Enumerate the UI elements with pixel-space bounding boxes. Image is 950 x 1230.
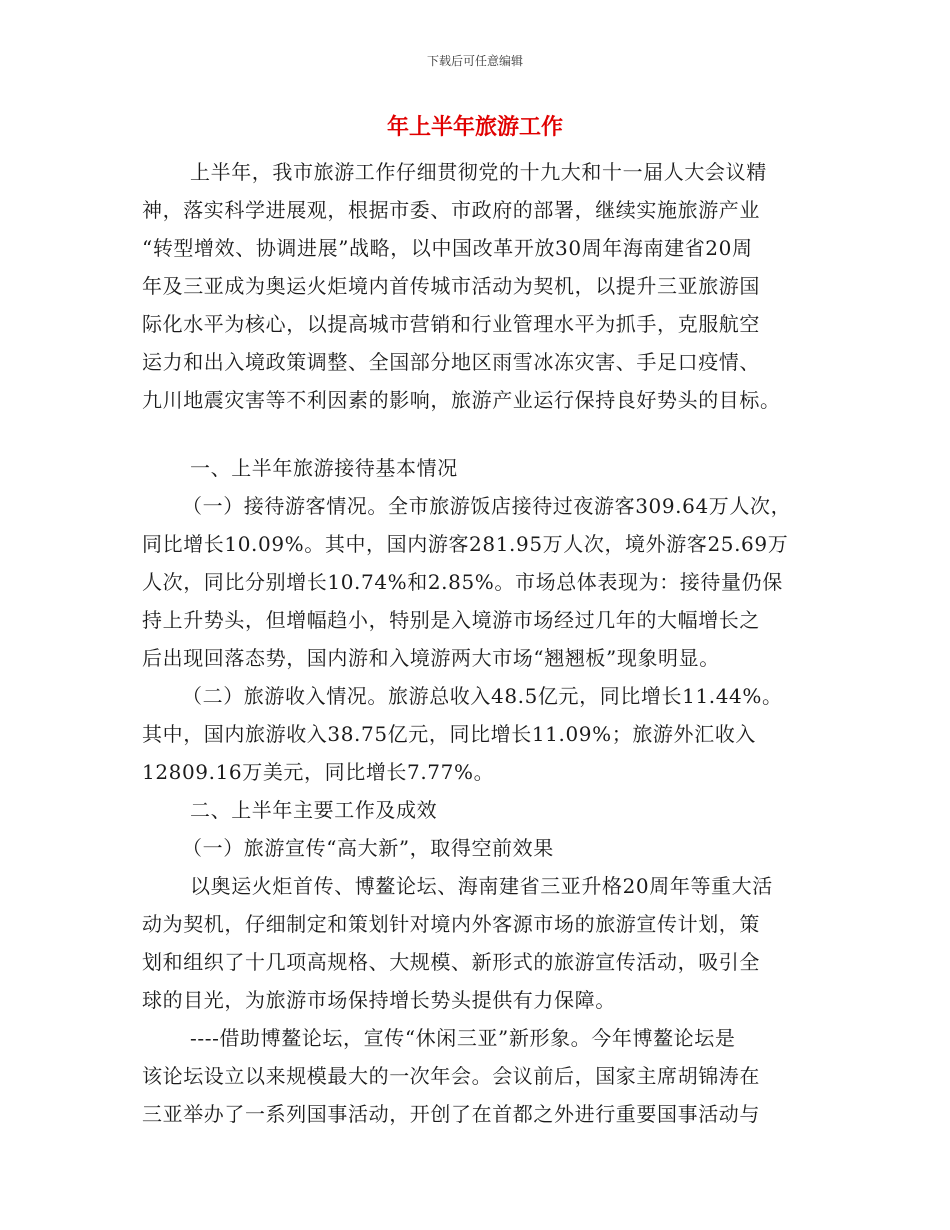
- body-line: 12809.16万美元，同比增长7.77%。: [142, 760, 495, 784]
- body-line: 同比增长10.09%。其中，国内游客281.95万人次，境外游客25.69万: [142, 532, 789, 556]
- section-heading: 二、上半年主要工作及成效: [190, 798, 438, 822]
- section-heading: 一、上半年旅游接待基本情况: [190, 456, 458, 480]
- body-line: 球的目光，为旅游市场保持增长势头提供有力保障。: [142, 988, 616, 1012]
- body-line: 该论坛设立以来规模最大的一次年会。会议前后，国家主席胡锦涛在: [142, 1064, 760, 1088]
- body-line: （二）旅游收入情况。旅游总收入48.5亿元，同比增长11.44%。: [182, 684, 783, 708]
- body-line: 划和组织了十几项高规格、大规模、新形式的旅游宣传活动，吸引全: [142, 950, 760, 974]
- body-line: 际化水平为核心，以提高城市营销和行业管理水平为抓手，克服航空: [142, 312, 760, 336]
- body-line: 神，落实科学进展观，根据市委、市政府的部署，继续实施旅游产业: [142, 198, 760, 222]
- body-line: 年及三亚成为奥运火炬境内首传城市活动为契机，以提升三亚旅游国: [142, 274, 760, 298]
- body-line: 运力和出入境政策调整、全国部分地区雨雪冰冻灾害、手足口疫情、: [142, 350, 760, 374]
- body-line: 其中，国内旅游收入38.75亿元，同比增长11.09%；旅游外汇收入: [142, 722, 756, 746]
- body-line: 上半年，我市旅游工作仔细贯彻党的十九大和十一届人大会议精: [190, 160, 767, 184]
- body-line: 三亚举办了一系列国事活动，开创了在首都之外进行重要国事活动与: [142, 1102, 760, 1126]
- body-line: 以奥运火炬首传、博鳌论坛、海南建省三亚升格20周年等重大活: [190, 874, 773, 898]
- body-line: “转型增效、协调进展”战略，以中国改革开放30周年海南建省20周: [142, 236, 753, 260]
- page-header: 下载后可任意编辑: [426, 54, 523, 68]
- body-line: 九川地震灾害等不利因素的影响，旅游产业运行保持良好势头的目标。: [142, 388, 781, 412]
- document-title: 年上半年旅游工作: [386, 115, 563, 140]
- body-line: 持上升势头，但增幅趋小，特别是入境游市场经过几年的大幅增长之: [142, 608, 760, 632]
- body-line: 动为契机，仔细制定和策划针对境内外客源市场的旅游宣传计划，策: [142, 912, 760, 936]
- body-line: 人次，同比分别增长10.74%和2.85%。市场总体表现为：接待量仍保: [142, 570, 783, 594]
- body-line: ----借助博鳌论坛，宣传“休闲三亚”新形象。今年博鳌论坛是: [190, 1026, 736, 1050]
- subsection-heading: （一）旅游宣传“高大新”，取得空前效果: [182, 836, 554, 860]
- body-line: （一）接待游客情况。全市旅游饭店接待过夜游客309.64万人次，: [182, 494, 792, 518]
- body-line: 后出现回落态势，国内游和入境游两大市场“翘翘板”现象明显。: [142, 646, 720, 670]
